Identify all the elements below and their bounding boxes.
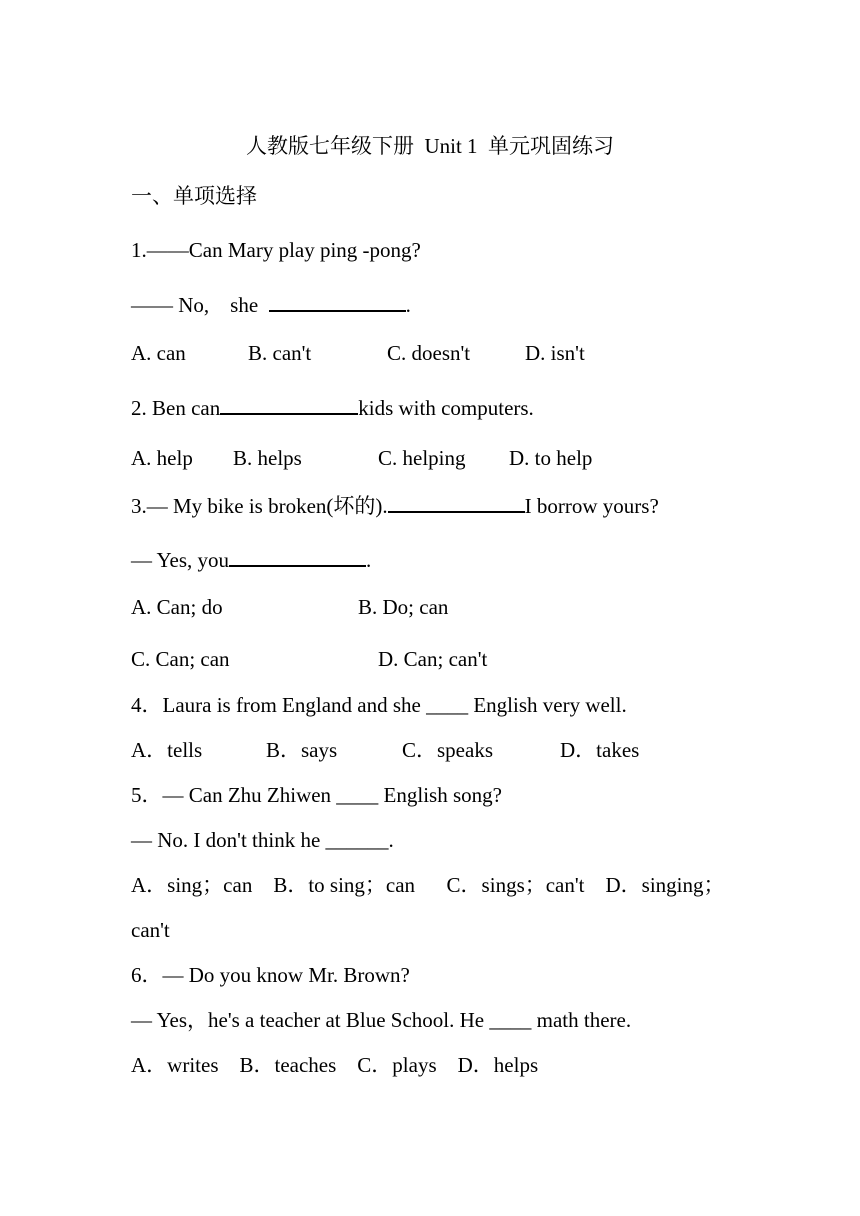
q2-option-c: C. helping [378,446,466,470]
reply-end: . [405,293,411,317]
stem-text: 2. Ben can [131,396,221,420]
question-3-stem [131,493,659,517]
answer-blank [229,547,366,567]
q4-option-b: B．says [266,738,338,762]
reply-text: — Yes, you [131,548,230,572]
question-1-stem: 1.——Can Mary play ping -pong? [131,238,421,262]
question-3-reply [131,547,371,571]
q3-option-d: D. Can; can't [378,647,488,671]
reply-end: . [366,548,372,572]
question-6-reply: — Yes，he's a teacher at Blue School. He ____ math there. [131,1008,632,1032]
q4-option-c: C．speaks [402,738,493,762]
answer-blank [269,292,406,312]
page-title: 人教版七年级下册 Unit 1 单元巩固练习 [245,134,615,158]
q1-option-a: A. can [131,341,186,365]
q1-option-b: B. can't [248,341,312,365]
answer-blank [220,395,358,415]
q3-option-c: C. Can; can [131,647,230,671]
q4-option-d: D．takes [560,738,640,762]
q2-option-a: A. help [131,446,193,470]
q1-option-c: C. doesn't [387,341,471,365]
q1-option-d: D. isn't [525,341,585,365]
question-5-reply: — No. I don't think he ______. [131,828,394,852]
stem-text: 3.— My bike is broken(坏的). [131,494,388,518]
answer-blank [388,493,525,513]
q3-option-b: B. Do; can [358,595,449,619]
stem-text-end: kids with computers. [358,396,534,420]
question-6-options: A．writes B．teaches C．plays D．helps [131,1053,539,1077]
q2-option-b: B. helps [233,446,302,470]
question-5-stem: 5．— Can Zhu Zhiwen ____ English song? [131,783,502,807]
stem-text-end: I borrow yours? [524,494,659,518]
question-4-stem: 4．Laura is from England and she ____ English very well. [131,693,627,717]
question-2-stem [131,395,534,419]
question-6-stem: 6．— Do you know Mr. Brown? [131,963,410,987]
q4-option-a: A．tells [131,738,203,762]
reply-text: —— No, she [131,293,269,317]
question-5-options-continued: can't [131,918,170,942]
q2-option-d: D. to help [509,446,593,470]
question-5-options: A．sing；can B．to sing；can C．sings；can't D．singing； [131,873,725,897]
q3-option-a: A. Can; do [131,595,223,619]
question-1-reply [131,292,411,316]
section-heading: 一、单项选择 [131,184,257,208]
